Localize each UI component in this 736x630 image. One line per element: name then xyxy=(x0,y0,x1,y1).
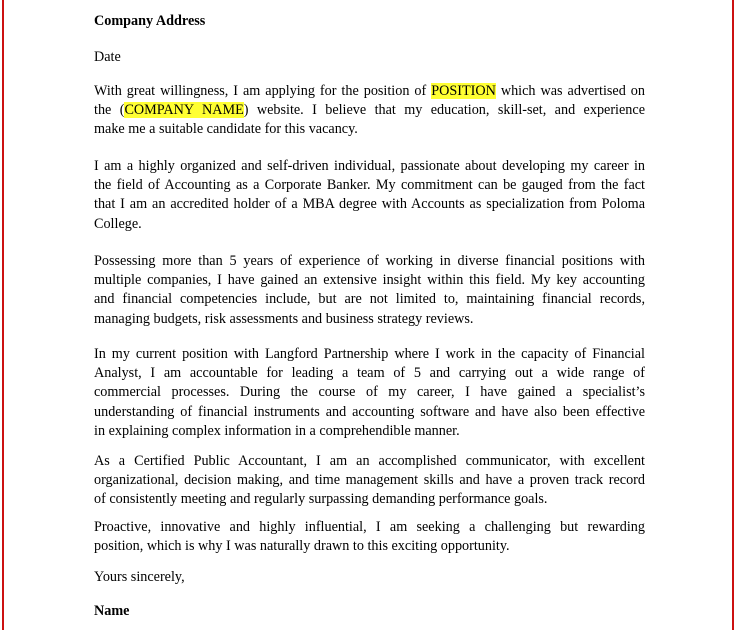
p5-line-1: Proactive, innovative and highly influential, I am seeking a challenging but rewarding xyxy=(94,519,645,535)
p1-line-1: I am a highly organized and self-driven individual, passionate about developing my career in xyxy=(94,158,645,174)
p3-line-2: Analyst, I am accountable for leading a team of 5 and carrying out a wide range of xyxy=(94,365,645,382)
p1-line-2: the field of Accounting as a Corporate Banker. My commitment can be gauged from the fact xyxy=(94,177,645,194)
page-border-left xyxy=(2,0,4,630)
signature-name: Name xyxy=(94,603,130,619)
p2-line-1: Possessing more than 5 years of experience of working in diverse financial positions with xyxy=(94,253,645,269)
page-border-right xyxy=(732,0,734,630)
p2-line-2: multiple companies, I have gained an extensive insight within this field. My key accounting xyxy=(94,272,645,289)
p3-line-3: commercial processes. During the course of my career, I have gained a specialist’s xyxy=(94,384,645,401)
intro-line-3: make me a suitable candidate for this vacancy. xyxy=(94,121,358,138)
closing: Yours sincerely, xyxy=(94,569,185,585)
paragraph-4 xyxy=(94,452,645,510)
paragraph-5 xyxy=(94,518,645,556)
p1-line-3: that I am an accredited holder of a MBA degree with Accounts as specialization from Poloma xyxy=(94,196,645,213)
p1-line-4: College. xyxy=(94,215,142,232)
date-line: Date xyxy=(94,49,121,65)
paragraph-3 xyxy=(94,345,645,441)
p3-line-5: in explaining complex information in a comprehendible manner. xyxy=(94,422,460,439)
intro-paragraph xyxy=(94,82,645,140)
intro-line-1: With great willingness, I am applying for the position of POSITION which was advertised on xyxy=(94,83,645,99)
p4-line-1: As a Certified Public Accountant, I am an accomplished communicator, with excellent xyxy=(94,453,645,469)
p3-line-1: In my current position with Langford Partnership where I work in the capacity of Financial xyxy=(94,346,645,362)
p4-line-2: organizational, decision making, and time management skills and have a proven track record xyxy=(94,472,645,489)
company-address: Company Address xyxy=(94,13,206,29)
p2-line-4: managing budgets, risk assessments and business strategy reviews. xyxy=(94,310,474,327)
position-placeholder: POSITION xyxy=(431,83,496,99)
p3-line-4: understanding of financial instruments and accounting software and have also been effective xyxy=(94,403,645,420)
paragraph-2 xyxy=(94,252,645,329)
p5-line-2: position, which is why I was naturally drawn to this exciting opportunity. xyxy=(94,538,510,555)
company-name-placeholder: COMPANY NAME xyxy=(124,102,244,119)
p2-line-3: and financial competencies include, but are not limited to, maintaining financial records, xyxy=(94,291,645,308)
p4-line-3: of consistently meeting and regularly surpassing demanding performance goals. xyxy=(94,491,548,508)
intro-line-2: the (COMPANY NAME) website. I believe that my education, skill-set, and experience xyxy=(94,102,645,119)
paragraph-1 xyxy=(94,157,645,234)
